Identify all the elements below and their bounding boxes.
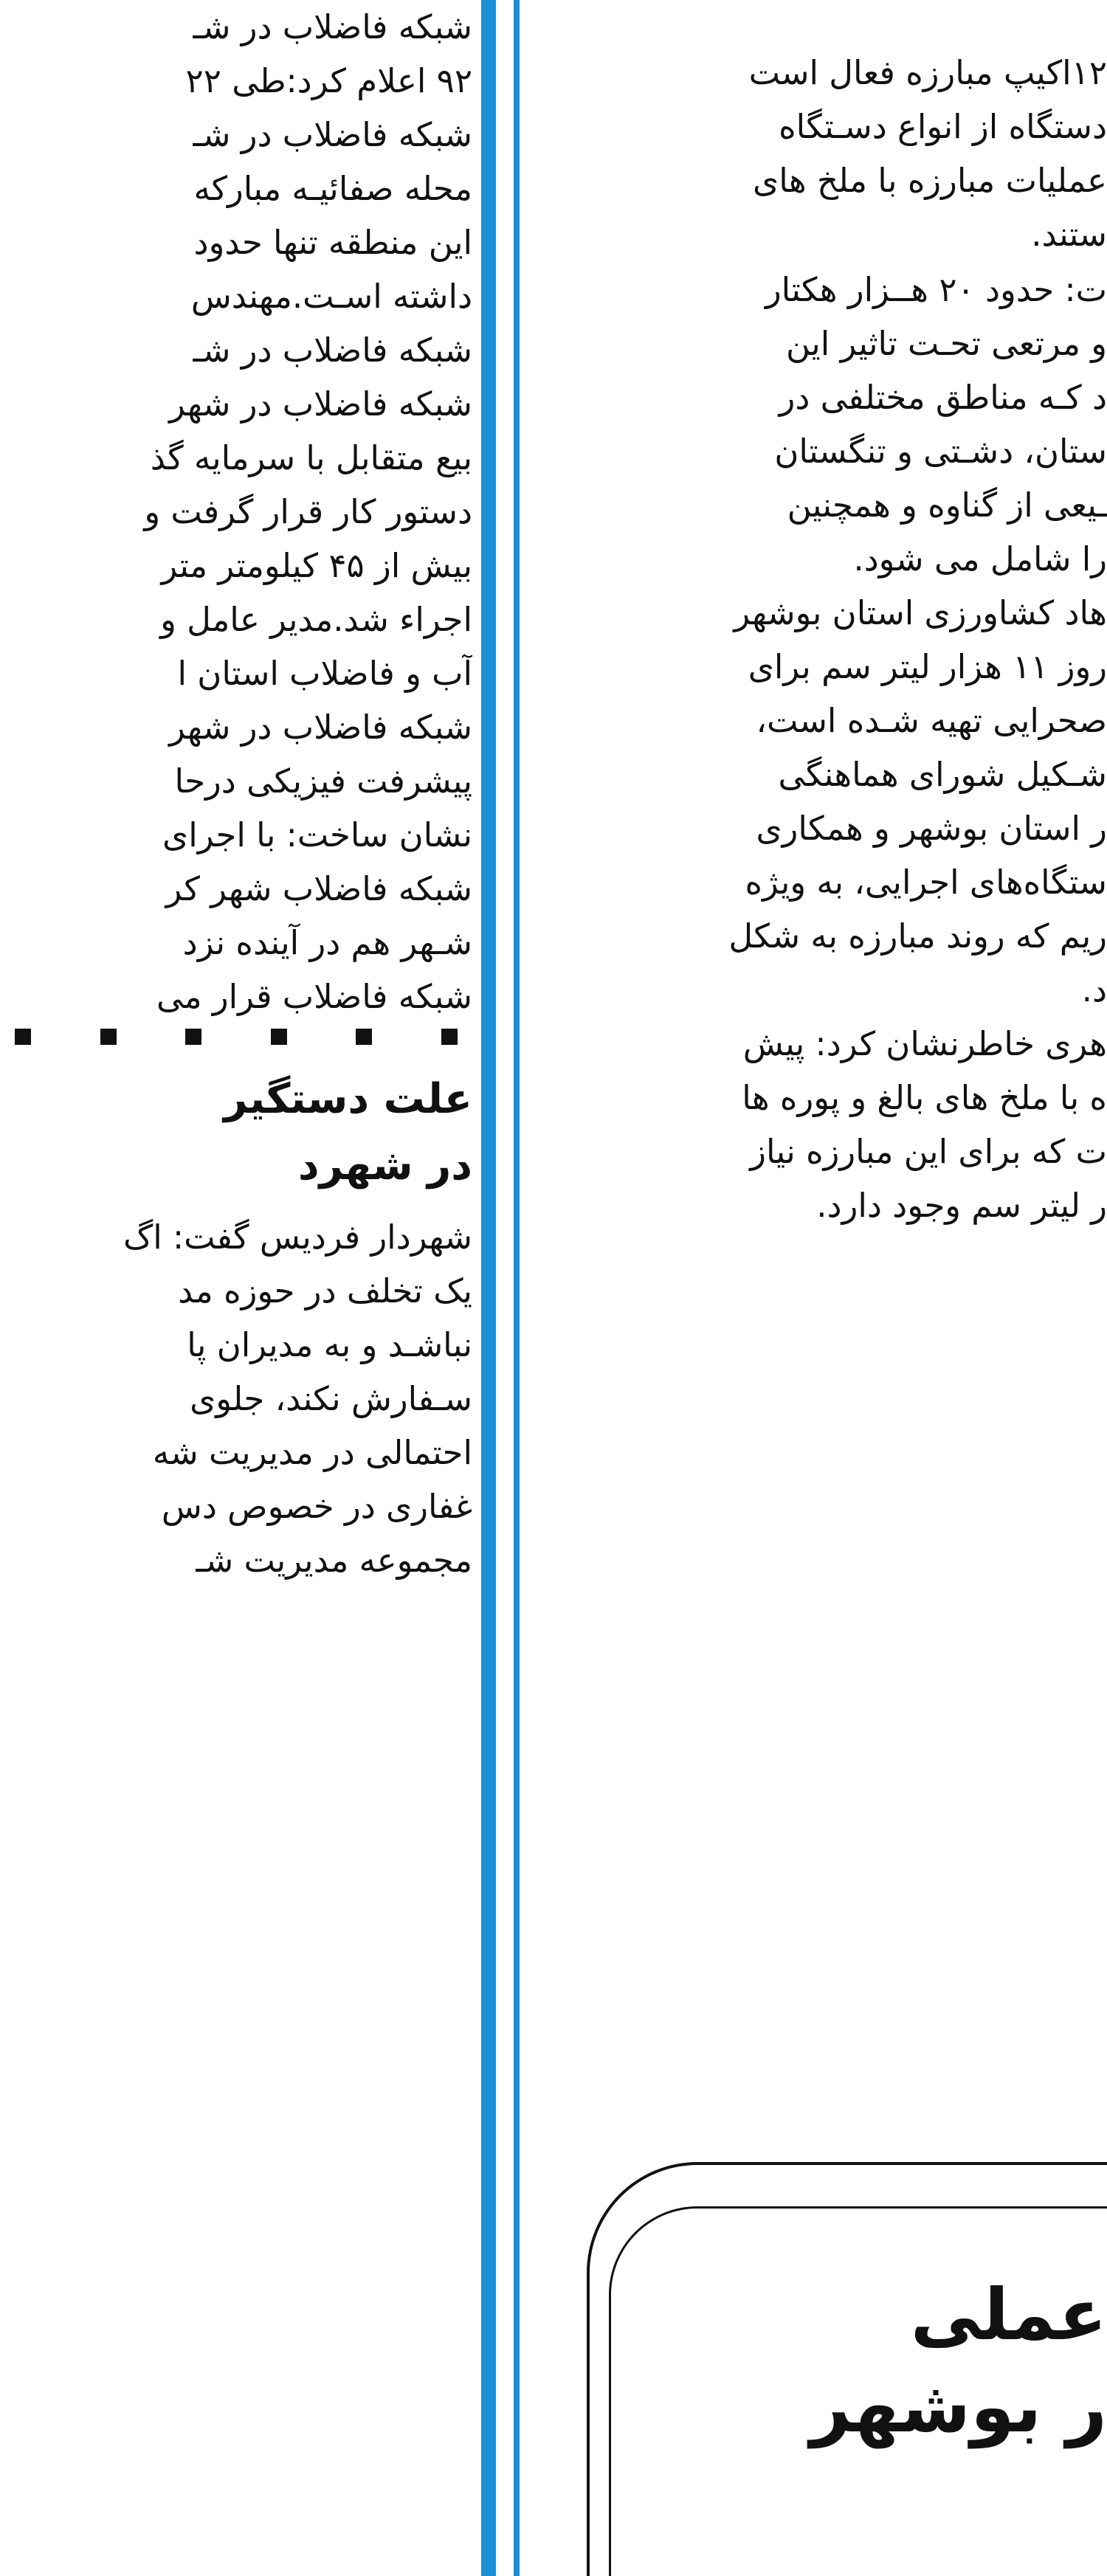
text-line: شبکه فاضلاب قرار می	[156, 977, 472, 1016]
text-line: و مرتعی تحـت تاثیر این	[785, 324, 1107, 363]
article-headline-line: در شهرد	[297, 1142, 472, 1189]
text-line: این منطقه تنها حدود	[193, 223, 472, 262]
article-paragraph	[568, 586, 1107, 1017]
text-line: ستگاه‌های اجرایی، به ویژه	[745, 863, 1107, 902]
text-line: سـفارش نکند، جلوی	[190, 1379, 472, 1418]
text-line: هری خاطرنشان کرد: پیش	[742, 1024, 1107, 1063]
text-line: دستگاه از انواع دسـتگاه	[779, 107, 1107, 146]
article-paragraph	[568, 46, 1107, 261]
text-line: ر لیتر سم وجود دارد.	[816, 1186, 1107, 1225]
text-line: شبکه فاضلاب در شـ	[193, 115, 472, 154]
text-line: ریم که روند مبارزه به شکل	[728, 916, 1107, 956]
article-paragraph	[568, 263, 1107, 586]
text-line: نشان ساخت: با اجرای	[162, 815, 472, 854]
article-paragraph	[0, 0, 472, 1023]
text-line: شبکه فاضلاب در شهر	[169, 384, 472, 424]
article-column-left	[568, 0, 1107, 2576]
section-separator-dots	[0, 1026, 472, 1048]
text-line: ت که برای این مبارزه نیاز	[750, 1132, 1107, 1171]
text-line: اجراء شد.مدیر عامل و	[160, 600, 472, 639]
text-line: ت: حدود ۲۰ هــزار هکتار	[765, 270, 1107, 309]
text-line: هاد کشاورزی استان بوشهر	[734, 593, 1107, 632]
text-line: غفاری در خصوص دس	[161, 1487, 472, 1526]
text-line: محله صفائیـه مبارکه	[193, 169, 472, 208]
text-line: احتمالی در مدیریت شه	[152, 1433, 472, 1472]
text-line: ستان، دشـتی و تنگستان	[774, 432, 1107, 471]
article-paragraph	[0, 1210, 472, 1587]
text-line: عملیات مبارزه با ملخ های	[752, 161, 1107, 200]
text-line: شـکیل شورای هماهنگی	[778, 755, 1107, 794]
text-line: د.	[1081, 970, 1107, 1009]
boxed-article-title-line: ر بوشهر	[810, 2366, 1107, 2448]
text-line: شهردار فردیس گفت: اگ	[123, 1218, 472, 1257]
text-line: د کـه مناطق مختلفی در	[779, 378, 1107, 417]
text-line: بیش از ۴۵ کیلومتر متر	[161, 546, 472, 585]
text-line: دستور کار قرار گرفت و	[144, 492, 472, 531]
article-column-right	[0, 0, 472, 2576]
text-line: شبکه فاضلاب در شـ	[193, 331, 472, 370]
text-line: شبکه فاضلاب شهر کر	[165, 869, 472, 908]
text-line: بیع متقابل با سرمایه گذ	[150, 438, 472, 477]
text-line: روز ۱۱ هزار لیتر سم برای	[748, 647, 1107, 686]
text-line: مجموعه مدیریت شـ	[196, 1541, 472, 1580]
text-line: ر استان بوشهر و همکاری	[756, 809, 1107, 848]
text-line: صحرایی تهیه شـده است،	[756, 701, 1107, 740]
text-line: ۱۲اکیپ مبارزه فعال است	[748, 53, 1107, 92]
text-line: شـهر هم در آینده نزد	[182, 923, 472, 962]
text-line: ۹۲ اعلام کرد:طی ۲۲	[185, 61, 472, 100]
text-line: را شامل می شود.	[853, 539, 1107, 579]
article-paragraph	[568, 1017, 1107, 1232]
text-line: شبکه فاضلاب در شـ	[193, 7, 472, 46]
text-line: ـیعی از گناوه و همچنین	[787, 486, 1107, 525]
column-rule-thin	[514, 0, 520, 2576]
text-line: آب و فاضلاب استان ا	[177, 654, 472, 693]
text-line: شبکه فاضلاب در شهر	[169, 708, 472, 747]
text-line: داشته اسـت.مهندس	[190, 277, 472, 316]
text-line: نباشـد و به مدیران پا	[187, 1325, 472, 1364]
article-headline-line: علت دستگیر	[224, 1075, 472, 1123]
column-rule	[481, 0, 496, 2576]
text-line: یک تخلف در حوزه مد	[178, 1271, 472, 1311]
text-line: ستند.	[1031, 215, 1107, 254]
text-line: ه با ملخ های بالغ و پوره ها	[742, 1078, 1107, 1117]
boxed-article-title-line: عملی	[910, 2273, 1107, 2356]
text-line: پیشرفت فیزیکی درحا	[174, 762, 472, 801]
